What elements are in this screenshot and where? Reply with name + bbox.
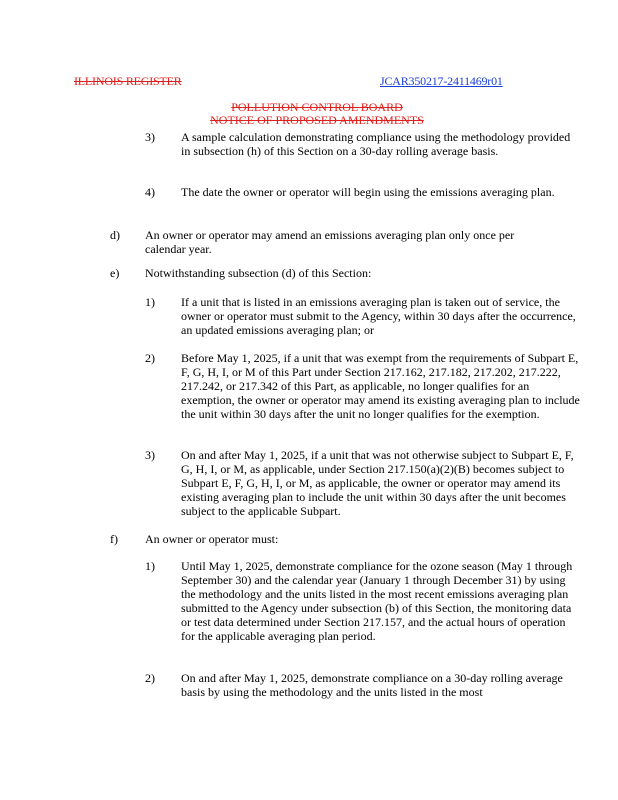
- item-text: On and after May 1, 2025, demonstrate compliance on a 30-day rolling average basis by using the methodology and the units listed in the most: [181, 671, 563, 699]
- item-number: 4): [145, 185, 155, 199]
- item-text: Notwithstanding subsection (d) of this Section:: [145, 266, 372, 280]
- item-text: Before May 1, 2025, if a unit that was exempt from the requirements of Subpart E, F, G, H, I, or M of this Part under Section 217.162, 217.182, 217.202, 217.222, 217.242, or 217.342 of this Part, as applicable, no longer qualifies for an exemption, the owner or operator may amend its existing averaging plan to include the unit within 30 days after the unit no longer qualifies for the exemption.: [181, 351, 580, 421]
- item-number: 3): [145, 448, 155, 462]
- item-number: f): [110, 532, 118, 546]
- item-number: 1): [145, 559, 155, 573]
- board-title: POLLUTION CONTROL BOARD: [231, 100, 403, 114]
- item-number: e): [110, 266, 120, 280]
- jcar-reference: JCAR350217-2411469r01: [380, 74, 503, 88]
- item-number: 1): [145, 295, 155, 309]
- register-header: ILLINOIS REGISTER: [74, 74, 182, 88]
- item-text: If a unit that is listed in an emissions averaging plan is taken out of service, the owner or operator must submit to the Agency, within 30 days after the occurrence, an updated emissions averaging plan; or: [181, 295, 576, 337]
- item-text: On and after May 1, 2025, if a unit that was not otherwise subject to Subpart E, F, G, H, I, or M, as applicable, under Section 217.150(a)(2)(B) becomes subject to Subpart E, F, G, H, I, or M, as applicable, the owner or operator may amend its existing averaging plan to include the unit within 30 days after the unit becomes subject to the applicable Subpart.: [181, 448, 574, 518]
- item-text: An owner or operator must:: [145, 532, 279, 546]
- item-number: 2): [145, 671, 155, 685]
- item-text: Until May 1, 2025, demonstrate compliance for the ozone season (May 1 through September 30) and the calendar year (January 1 through December 31) by using the methodology and the units listed in the most recent emissions averaging plan submitted to the Agency under subsection (b) of this Section, the monitoring data or test data determined under Section 217.157, and the actual hours of operation for the applicable averaging plan period.: [181, 559, 573, 643]
- item-text: A sample calculation demonstrating compliance using the methodology provided in subsection (h) of this Section on a 30-day rolling average basis.: [181, 130, 571, 158]
- item-text: An owner or operator may amend an emissions averaging plan only once per calendar year.: [145, 228, 515, 256]
- item-number: d): [110, 228, 120, 242]
- notice-title: NOTICE OF PROPOSED AMENDMENTS: [210, 113, 424, 127]
- item-number: 2): [145, 351, 155, 365]
- item-number: 3): [145, 130, 155, 144]
- item-text: The date the owner or operator will begin using the emissions averaging plan.: [181, 185, 555, 199]
